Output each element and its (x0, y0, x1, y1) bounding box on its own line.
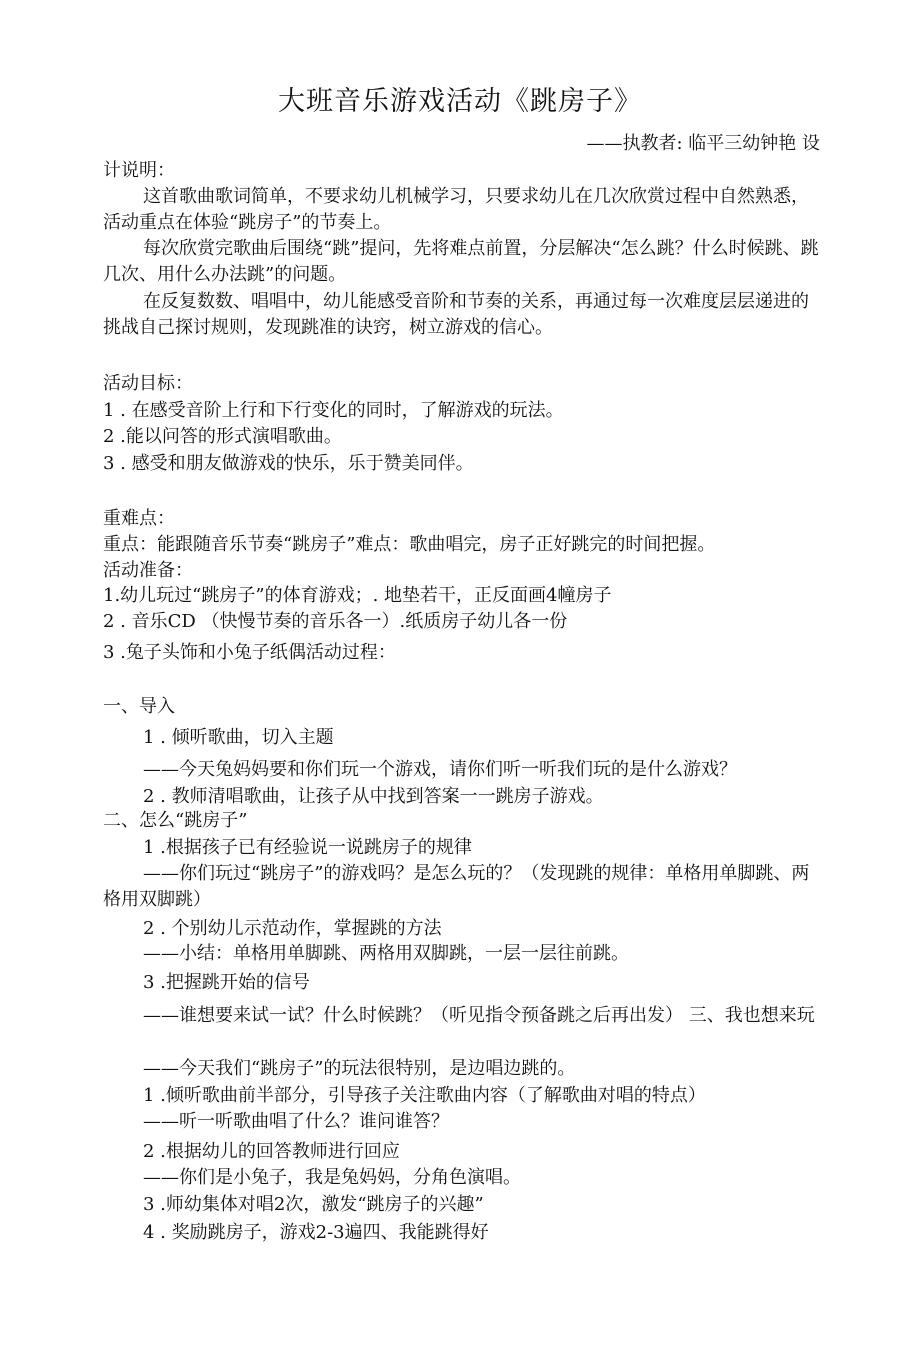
step-item: 2 . 教师清唱歌曲，让孩子从中找到答案一一跳房子游戏。 (143, 786, 604, 807)
document-title: 大班音乐游戏活动《跳房子》 (278, 86, 642, 117)
step-item: 4 . 奖励跳房子，游戏2-3遍四、我能跳得好 (143, 1222, 489, 1243)
design-label: 计说明： (103, 160, 175, 181)
step-dialogue: ——你们是小兔子，我是兔妈妈，分角色演唱。 (143, 1167, 521, 1188)
key-points: 重点：能跟随音乐节奏“跳房子”难点：歌曲唱完，房子正好跳完的时间把握。 (103, 534, 716, 555)
step-dialogue: ——今天兔妈妈要和你们玩一个游戏，请你们听一听我们玩的是什么游戏？ (143, 759, 737, 780)
step-dialogue: ——小结：单格用单脚跳、两格用双脚跳，一层一层往前跳。 (143, 943, 629, 964)
prep-item: 1.幼儿玩过“跳房子”的体育游戏；. 地垫若干，正反面画4幢房子 (103, 585, 612, 606)
section-heading: 二、怎么“跳房子” (103, 810, 248, 831)
step-dialogue: ——你们玩过“跳房子”的游戏吗？是怎么玩的？（发现跳的规律：单格用单脚跳、两格用双脚跳） (103, 863, 810, 910)
step-dialogue: ——听一听歌曲唱了什么？谁问谁答？ (143, 1111, 449, 1132)
goal-item: 3 . 感受和朋友做游戏的快乐，乐于赞美同伴。 (103, 453, 474, 474)
step-item: 3 .把握跳开始的信号 (143, 972, 310, 993)
prep-item: 3 .兔子头饰和小兔子纸偶活动过程： (103, 642, 396, 663)
step-dialogue: ——今天我们“跳房子”的玩法很特别，是边唱边跳的。 (143, 1058, 576, 1079)
author-line: ——执教者: 临平三幼钟艳 设 (586, 133, 820, 154)
step-item: 1 .根据孩子已有经验说一说跳房子的规律 (143, 837, 472, 858)
design-paragraph: 在反复数数、唱唱中，幼儿能感受音阶和节奏的关系，再通过每一次难度层层递进的挑战自己探讨规则，发现跳准的诀窍，树立游戏的信心。 (103, 291, 809, 338)
section-heading: 一、导入 (103, 696, 175, 717)
step-item: 1 . 倾听歌曲，切入主题 (143, 727, 334, 748)
step-item: 3 .师幼集体对唱2次，激发“跳房子的兴趣” (143, 1194, 484, 1215)
design-paragraph: 这首歌曲歌词简单，不要求幼儿机械学习，只要求幼儿在几次欣赏过程中自然熟悉，活动重点在体验“跳房子”的节奏上。 (103, 186, 809, 233)
step-item: 1 .倾听歌曲前半部分，引导孩子关注歌曲内容（了解歌曲对唱的特点） (143, 1085, 706, 1106)
key-label: 重难点： (103, 508, 175, 529)
goal-item: 1 . 在感受音阶上行和下行变化的同时，了解游戏的玩法。 (103, 400, 564, 421)
goals-label: 活动目标： (103, 373, 193, 394)
prep-label: 活动准备： (103, 560, 193, 581)
design-paragraph: 每次欣赏完歌曲后围绕“跳”提问，先将难点前置，分层解决“怎么跳？什么时候跳、跳几次、用什么办法跳”的问题。 (103, 238, 819, 285)
step-item: 2 . 个别幼儿示范动作，掌握跳的方法 (143, 918, 442, 939)
step-item: 2 .根据幼儿的回答教师进行回应 (143, 1141, 400, 1162)
step-dialogue: ——谁想要来试一试？什么时候跳？（听见指令预备跳之后再出发） 三、我也想来玩 (143, 1005, 815, 1026)
prep-item: 2 . 音乐CD （快慢节奏的音乐各一）.纸质房子幼儿各一份 (103, 611, 568, 632)
goal-item: 2 .能以问答的形式演唱歌曲。 (103, 426, 342, 447)
